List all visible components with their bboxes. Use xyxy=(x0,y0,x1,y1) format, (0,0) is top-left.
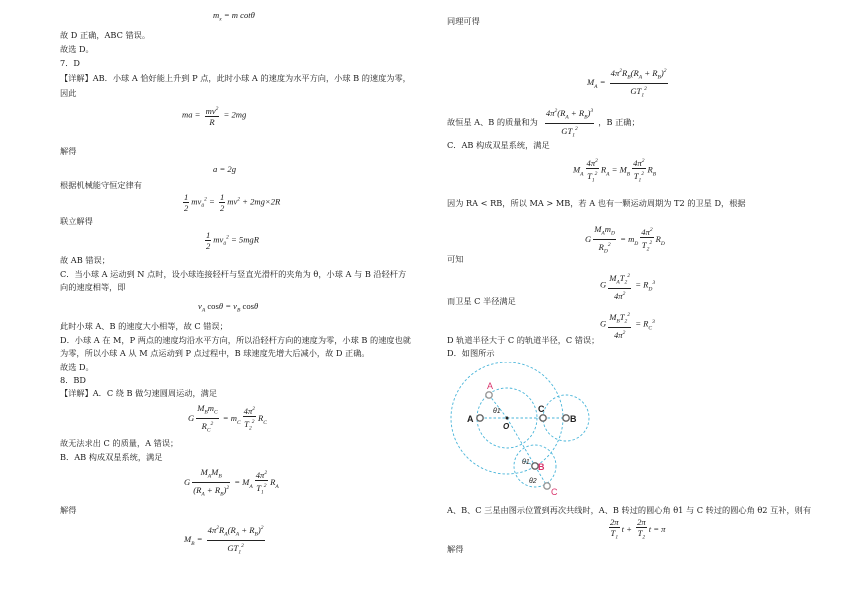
text-line: 因为 RA < RB，所以 MA > MB，若 A 也有一颗运动周期为 T2 的卫星 D，根据 xyxy=(447,198,746,208)
question-number: 8．BD xyxy=(60,375,86,385)
mass-sum-line xyxy=(447,106,640,140)
equation-energy: $\frac{1}{2}$ $mv_0^2$ = $\frac{1}{2}$ $mv^2 + 2mg\times 2R$ xyxy=(184,192,281,213)
equation-rd: G $\frac{M_AT_2^2}{4\pi^2}$ = $R_D^3$ xyxy=(600,272,656,301)
text-line: D．如图所示 xyxy=(447,348,495,358)
text-line: 而卫星 C 半径满足 xyxy=(447,296,516,306)
label-a-left: A xyxy=(467,414,474,424)
equation-velocity: $v_A$ $\cos\theta = v_B$ cosθ xyxy=(198,301,259,314)
text-line: B．AB 构成双星系统，满足 xyxy=(60,452,163,462)
star-c-low xyxy=(544,483,550,489)
equation-ma-mass: $M_A$ = $\frac{4\pi^2R_B(R_A + R_B)^2}{GT_1^2}$ xyxy=(587,67,667,99)
equation-satellite-d: G $\frac{M_Am_D}{R_D^2}$ = $m_D$ $\frac{4\pi^2}{T_2^2}$ $R_D$ xyxy=(585,224,665,255)
text-line: 解得 xyxy=(447,544,464,554)
label-theta1-low: θ1 xyxy=(522,459,530,466)
text-line: 解得 xyxy=(60,146,77,156)
question-number: 7．D xyxy=(60,58,80,68)
equation-mb: $M_B$ = $\frac{4\pi^2R_A(R_A + R_B)^2}{GT_1^2}$ xyxy=(184,524,264,556)
text-line: A、B、C 三星由图示位置到再次共线时，A、B 转过的圆心角 θ1 与 C 转过的圆心角 θ2 互补，则有 xyxy=(447,505,812,515)
text-line: 可知 xyxy=(447,254,464,264)
text-line: 故选 D。 xyxy=(60,362,94,372)
radius-line xyxy=(507,418,535,466)
equation-ma: ma = $\frac{mv^2}{R}$ = 2mg xyxy=(182,105,247,127)
equation-energy-result: $\frac{1}{2}$ $mv_0^2 = 5mgR$ xyxy=(206,230,259,251)
equation-mass-sum: $\frac{4\pi^2(R_A + R_B)^3}{GT_1^2}$ xyxy=(545,107,594,139)
text-line: 故恒星 A、B 的质量和为 xyxy=(447,117,538,128)
star-c-mid xyxy=(540,415,546,421)
text-line: 联立解得 xyxy=(60,216,93,226)
equation-binary-balance: $M_A$ $\frac{4\pi^2}{T_1^2}$ $R_A = M_B$ $\frac{4\pi^2}{T_1^2}$ $R_B$ xyxy=(573,157,657,184)
text-line: 故选 D。 xyxy=(60,44,94,54)
text-line: D 轨道半径大于 C 的轨道半径，C 错误； xyxy=(447,335,600,345)
equation-gravity-c: G $\frac{M_Bm_C}{R_C^2}$ = $m_C$ $\frac{4\pi^2}{T_2^2}$ $R_C$ xyxy=(188,403,267,434)
text-line: 此时小球 A、B 的速度大小相等，故 C 错误； xyxy=(60,321,228,331)
text-line: 故无法求出 C 的质量，A 错误； xyxy=(60,438,179,448)
text-line: 【详解】A．C 绕 B 做匀速圆周运动，满足 xyxy=(60,388,218,398)
text-line: C．AB 构成双星系统，满足 xyxy=(447,140,550,150)
text-line: 因此 xyxy=(60,88,77,98)
text-line: 解得 xyxy=(60,505,77,515)
equation-m-cot: $m_x = m$ cotθ xyxy=(213,10,255,23)
label-b-right: B xyxy=(570,414,577,424)
orbit-diagram xyxy=(450,362,610,498)
star-b-right xyxy=(563,415,569,421)
equation-angle: $\frac{2\pi}{T_1}$ t + $\frac{2\pi}{T_2}$ t = π xyxy=(610,517,666,541)
star-a-top xyxy=(486,392,492,398)
label-c-mid: C xyxy=(538,404,545,414)
equation-a: a = 2g xyxy=(213,164,236,174)
text-line: 故 AB 错误； xyxy=(60,255,110,265)
label-c-low: C xyxy=(551,487,558,497)
text-line: 向的速度相等，即 xyxy=(60,282,126,292)
text-line: 根据机械能守恒定律有 xyxy=(60,180,142,190)
text-line: 同理可得 xyxy=(447,16,480,26)
text-line: 故 D 正确，ABC 错误。 xyxy=(60,30,151,40)
text-line: 【详解】AB．小球 A 恰好能上升到 P 点，此时小球 A 的速度为水平方向，小球 B 的速度为零， xyxy=(60,73,411,83)
label-a-top: A xyxy=(487,381,494,391)
label-theta2: θ2 xyxy=(529,478,537,485)
text-line: ，B 正确； xyxy=(598,117,640,128)
star-a-left xyxy=(477,415,483,421)
text-line: 为零，所以小球 A 从 M 点运动到 P 点过程中，B 球速度先增大后减小，故 D 正确。 xyxy=(60,348,370,358)
equation-binary: G $\frac{M_AM_B}{(R_A + R_B)^2}$ = $M_A$ $\frac{4\pi^2}{T_1^2}$ $R_A$ xyxy=(184,467,279,498)
equation-rc: G $\frac{M_BT_2^2}{4\pi^2}$ = $R_C^3$ xyxy=(600,311,655,340)
text-line: D．小球 A 在 M，P 两点的速度均沿水平方向，所以沿轻杆方向的速度为零，小球 B 的速度也就 xyxy=(60,335,411,345)
text-line: C．当小球 A 运动到 N 点时，设小球连接轻杆与竖直光滑杆的夹角为 θ，小球 A 与 B 沿轻杆方 xyxy=(60,269,407,279)
label-b-low: B xyxy=(538,462,545,472)
center-point xyxy=(506,417,509,420)
label-o: O xyxy=(503,422,510,431)
label-theta1: θ1 xyxy=(493,408,501,415)
